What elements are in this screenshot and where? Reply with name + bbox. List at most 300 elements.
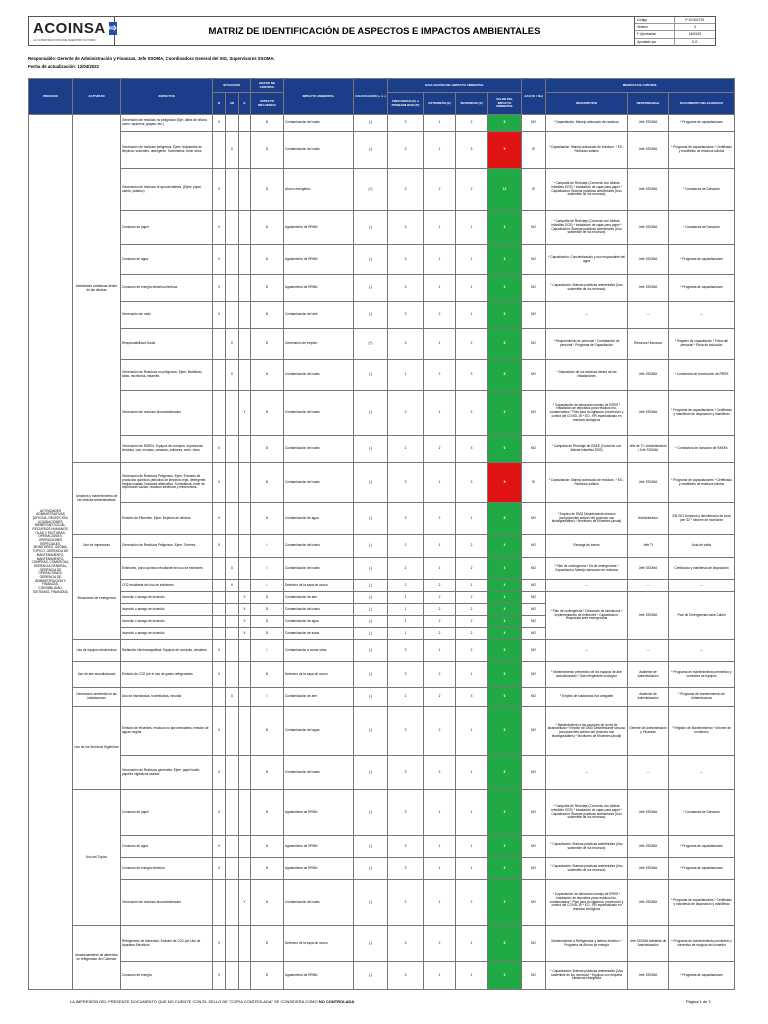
control-responsible-cell: Jefe SSOMA [628, 592, 669, 640]
control-responsible-cell: Gerente de Administración y Finanzas [628, 707, 669, 756]
aspect-cell: Incendio o amago de incendio [121, 592, 213, 604]
aspect-cell: Generación de Residuos no peligrosos. Ejem: Mobiliario, sillas, escritorios, estantes [121, 360, 213, 391]
frequency-cell: 3 [388, 756, 424, 790]
situation-e-cell [239, 275, 251, 302]
impact-cell: Contaminación del suelo [284, 436, 354, 463]
aspect-cell: Consumo de agua [121, 836, 213, 858]
control-document-cell: * Registro de Mantenimiento * Informe de monitoreo [669, 707, 735, 756]
aspect-cell: Emisión de efluentes, residuos no aprovechables, emisión de aguas negras [121, 707, 213, 756]
situation-n-cell [213, 329, 226, 360]
activity-cell: Uso del Tópico [73, 790, 121, 926]
situation-n-cell [213, 580, 226, 592]
table-row [29, 858, 735, 880]
impact-cell: Deterioro de la capa de ozono [284, 580, 354, 592]
control-responsible-cell: --- [628, 640, 669, 662]
extension-cell: 2 [424, 688, 456, 707]
rating-cell: (-) [354, 132, 388, 169]
impact-cell: Contaminación de aire [284, 688, 354, 707]
control-description-cell: * Requerimiento de personal * Contratación de personal * Programa de Capacitación [546, 329, 628, 360]
rating-cell: (-) [354, 604, 388, 616]
control-responsible-cell: Jefe SSOMA [628, 880, 669, 926]
situation-n-cell: X [213, 790, 226, 836]
company-logo [29, 17, 118, 45]
activity-cell: Uso de equipos electrónicos [73, 640, 121, 662]
control-cell: D [251, 132, 284, 169]
aas-cell: NO [522, 628, 546, 640]
frequency-cell: 3 [388, 707, 424, 756]
impact-cell: Contaminación del suelo [284, 132, 354, 169]
control-document-cell: --- [669, 640, 735, 662]
control-description-cell: * Empleo de sustancias eco amigable [546, 688, 628, 707]
table-row [29, 360, 735, 391]
control-cell: I [251, 640, 284, 662]
severity-cell: 3 [456, 436, 488, 463]
rating-cell: (-) [354, 391, 388, 436]
control-description-cell: * Capacitación: Buenas prácticas ambientales (Uso sostenible de los recursos) [546, 275, 628, 302]
situation-e-cell [239, 169, 251, 211]
rating-cell: (-) [354, 503, 388, 535]
activity-cell: Almacenamiento de alimentos en refrigerador del Comedor [73, 926, 121, 990]
control-cell: D [251, 836, 284, 858]
control-responsible-cell: Jefe SSOMA [628, 962, 669, 990]
activity-cell: Uso de los Servicios Higiénicos [73, 707, 121, 790]
aspect-cell: Emisión de Efluentes. Ejem: limpieza de oficinas [121, 503, 213, 535]
aas-cell: SI [522, 169, 546, 211]
severity-cell: 1 [456, 580, 488, 592]
table-row [29, 245, 735, 275]
situation-e-cell [239, 115, 251, 132]
aas-cell: NO [522, 360, 546, 391]
situation-e-cell [239, 790, 251, 836]
meta-row [635, 39, 715, 46]
situation-an-cell [226, 836, 239, 858]
rating-cell: (+) [354, 169, 388, 211]
frequency-cell: 3 [388, 503, 424, 535]
severity-cell: 2 [456, 880, 488, 926]
aspect-cell: Generación de residuos peligrosos. Ejem: recipientes de limpieza: solventes, detergente. Suministros, toner otros [121, 132, 213, 169]
aspect-cell: Generación de residuos re aprovechables. (Ejem: papel, cartón, plástico) [121, 169, 213, 211]
impact-cell: Contaminación del aire [284, 302, 354, 329]
control-cell: D [251, 302, 284, 329]
control-description-cell: * Disposición de los residuos dentro de las instalaciones [546, 360, 628, 391]
situation-an-cell [226, 962, 239, 990]
situation-an-cell [226, 628, 239, 640]
table-row [29, 132, 735, 169]
situation-n-cell: X [213, 535, 226, 558]
impact-value-cell: 4 [488, 880, 522, 926]
situation-n-cell: X [213, 211, 226, 245]
table-row [29, 275, 735, 302]
situation-n-cell [213, 628, 226, 640]
control-document-cell: EM-SIG Limpieza y desinfección de local (ver 32 * Informe de monitoreo [669, 503, 735, 535]
impact-cell: Agotamiento de RRNN [284, 836, 354, 858]
situation-n-cell: X [213, 436, 226, 463]
impact-value-cell: 6 [488, 926, 522, 962]
situation-n-cell [213, 391, 226, 436]
aspect-cell: Incendio o amago de incendio [121, 616, 213, 628]
rating-cell: (-) [354, 962, 388, 990]
control-cell: D [251, 858, 284, 880]
control-document-cell: * Constancia de Donación [669, 211, 735, 245]
aas-cell: NO [522, 756, 546, 790]
control-responsible-cell: --- [628, 302, 669, 329]
footer-bold: NO CONTROLADA [318, 999, 355, 1004]
arrow-icon: ⇨ [108, 23, 118, 34]
severity-cell: 1 [456, 858, 488, 880]
extension-cell: 2 [424, 604, 456, 616]
severity-cell: 2 [456, 604, 488, 616]
frequency-cell: 2 [388, 391, 424, 436]
meta-key: Código [635, 17, 675, 23]
situation-n-cell: X [213, 463, 226, 503]
situation-an-cell: X [226, 580, 239, 592]
severity-cell: 2 [456, 535, 488, 558]
control-cell: D [251, 391, 284, 436]
control-document-cell: --- [669, 580, 735, 592]
meta-row [635, 24, 715, 31]
control-cell: D [251, 503, 284, 535]
extension-cell: 2 [424, 926, 456, 962]
impact-cell: Contaminación del suelo [284, 880, 354, 926]
frequency-cell: 1 [388, 592, 424, 604]
col-evaluacion: EVALUACIÓN DEL IMPACTO AMBIENTAL [388, 79, 522, 93]
severity-cell: 1 [456, 302, 488, 329]
aas-cell: SI [522, 132, 546, 169]
rating-cell: (-) [354, 463, 388, 503]
aspect-cell: Consumo de energía eléctrica eléctrica [121, 275, 213, 302]
situation-an-cell: X [226, 132, 239, 169]
control-document-cell: Acta de visita [669, 535, 735, 558]
aas-cell: NO [522, 329, 546, 360]
frequency-cell: 3 [388, 836, 424, 858]
rating-cell: (-) [354, 535, 388, 558]
situation-an-cell [226, 169, 239, 211]
frequency-cell: 3 [388, 790, 424, 836]
severity-cell: 1 [456, 503, 488, 535]
situation-n-cell: X [213, 707, 226, 756]
control-document-cell: Certificado y manifiesto de disposición [669, 558, 735, 580]
extension-cell: 1 [424, 275, 456, 302]
severity-cell: 2 [456, 592, 488, 604]
impact-value-cell: 4 [488, 391, 522, 436]
impact-value-cell: 3 [488, 836, 522, 858]
impact-cell: Contaminación de agua [284, 503, 354, 535]
control-responsible-cell: --- [628, 756, 669, 790]
control-cell: I [251, 558, 284, 580]
control-document-cell: * Constancia de donación de RAEEs [669, 436, 735, 463]
impact-value-cell: 3 [488, 790, 522, 836]
aspect-cell: Refrigerador de Alimentos. Emisión de CO2 por Uso de Aparatos Eléctricos [121, 926, 213, 962]
severity-cell: 1 [456, 245, 488, 275]
rating-cell: (-) [354, 640, 388, 662]
control-responsible-cell: Jefe SSOMA [628, 132, 669, 169]
rating-cell: (-) [354, 790, 388, 836]
impact-cell: Contaminación del suelo [284, 463, 354, 503]
severity-cell: 2 [456, 115, 488, 132]
control-document-cell: * Programa de capacitaciones [669, 275, 735, 302]
control-description-cell: --- [546, 580, 628, 592]
aas-cell: NO [522, 688, 546, 707]
situation-an-cell [226, 756, 239, 790]
control-responsible-cell: Jefe SSOMA [628, 211, 669, 245]
control-document-cell: * Programa de capacitaciones [669, 962, 735, 990]
table-row [29, 790, 735, 836]
impact-value-cell: 3 [488, 275, 522, 302]
severity-cell: 1 [456, 662, 488, 688]
aas-cell: NO [522, 580, 546, 592]
aspect-cell: Generación de residuos biocontaminados [121, 391, 213, 436]
situation-an-cell [226, 707, 239, 756]
impact-value-cell: 6 [488, 688, 522, 707]
footer-disclaimer: LA IMPRESIÓN DEL PRESENTE DOCUMENTO QUE NO CUENTE CON EL SELLO DE "COPIA CONTROLADA" SE CONSIDERA COMO NO CONTROLADA [70, 999, 355, 1004]
rating-cell: (-) [354, 115, 388, 132]
frequency-cell: 3 [388, 275, 424, 302]
impact-value-cell: 4 [488, 592, 522, 604]
table-row [29, 926, 735, 962]
control-cell: D [251, 662, 284, 688]
situation-an-cell [226, 463, 239, 503]
impact-value-cell: 3 [488, 211, 522, 245]
situation-an-cell [226, 616, 239, 628]
control-cell: D [251, 628, 284, 640]
extension-cell: 2 [424, 707, 456, 756]
table-row [29, 962, 735, 990]
control-cell: D [251, 463, 284, 503]
extension-cell: 2 [424, 592, 456, 604]
rating-cell: (-) [354, 616, 388, 628]
col-medidas: MEDIDAS DE CONTROL [546, 79, 735, 93]
document-header [28, 16, 716, 46]
situation-n-cell: X [213, 962, 226, 990]
impact-value-cell: 3 [488, 962, 522, 990]
aas-cell: NO [522, 790, 546, 836]
frequency-cell: 3 [388, 211, 424, 245]
control-cell: D [251, 592, 284, 604]
situation-an-cell: X [226, 688, 239, 707]
situation-an-cell [226, 662, 239, 688]
extension-cell: 1 [424, 858, 456, 880]
situation-n-cell: X [213, 245, 226, 275]
impact-cell: Contaminación de agua [284, 616, 354, 628]
control-description-cell: * Campaña de Reciclaje (Convenio con Aldeas Infantiles SOS) * Instalación de cajas para papel * Capacitación: Buenas prácticas ambientales (Uso sostenible de los recursos) [546, 211, 628, 245]
impact-value-cell: 4 [488, 616, 522, 628]
table-row [29, 558, 735, 580]
impact-cell: Contaminación del suelo [284, 360, 354, 391]
control-cell: D [251, 616, 284, 628]
situation-an-cell [226, 245, 239, 275]
aas-cell: NO [522, 302, 546, 329]
impact-cell: Contaminación de suelo [284, 628, 354, 640]
control-responsible-cell: Jefe SSOMA [628, 169, 669, 211]
meta-row [635, 31, 715, 38]
severity-cell: 1 [456, 756, 488, 790]
impact-cell: Agotamiento de RRNN [284, 858, 354, 880]
col-aspecto-influencia: ASPECTO INFLUENCIA [251, 93, 284, 115]
table-row [29, 640, 735, 662]
situation-e-cell [239, 640, 251, 662]
meta-value: 3 [694, 25, 696, 30]
aas-cell: NO [522, 604, 546, 616]
rating-cell: (-) [354, 756, 388, 790]
control-document-cell: * Programa de mantenimiento de infraestructura [669, 688, 735, 707]
aas-cell: NO [522, 662, 546, 688]
control-description-cell: --- [546, 640, 628, 662]
situation-n-cell: X [213, 926, 226, 962]
extension-cell: 2 [424, 628, 456, 640]
frequency-cell: 1 [388, 688, 424, 707]
aas-cell: NO [522, 436, 546, 463]
control-description-cell: * Plan de contingencia * Kit de emergencias * Capacitación: Manejo adecuado de residuos [546, 558, 628, 580]
situation-an-cell [226, 858, 239, 880]
rating-cell: (-) [354, 880, 388, 926]
control-responsible-cell: Jefe SSOMA [628, 275, 669, 302]
document-meta-table [635, 17, 715, 45]
activity-cell: Limpieza y mantenimiento de las oficinas administrativas [73, 463, 121, 535]
frequency-cell: 3 [388, 132, 424, 169]
impact-cell: Contaminación del suelo [284, 391, 354, 436]
rating-cell: (-) [354, 926, 388, 962]
severity-cell: 3 [456, 132, 488, 169]
extension-cell: 1 [424, 132, 456, 169]
situation-n-cell: X [213, 503, 226, 535]
impact-cell: Contaminación del suelo [284, 604, 354, 616]
extension-cell: 2 [424, 580, 456, 592]
situation-n-cell: X [213, 756, 226, 790]
situation-n-cell [213, 688, 226, 707]
severity-cell: 2 [456, 616, 488, 628]
control-document-cell: * Constancia de recolección de RRSS [669, 360, 735, 391]
control-description-cell: * Capacitación: Buenas prácticas ambientales (Uso sostenible de los recursos) * Equipos con etiqueta eficiencia energética [546, 962, 628, 990]
extension-cell: 1 [424, 245, 456, 275]
control-cell: D [251, 790, 284, 836]
situation-an-cell: X [226, 329, 239, 360]
control-document-cell: Plan de Emergencias base Calibri [669, 592, 735, 640]
impact-value-cell: 3 [488, 858, 522, 880]
frequency-cell: 3 [388, 640, 424, 662]
impact-value-cell: 6 [488, 662, 522, 688]
col-n: N [213, 93, 226, 115]
control-cell: D [251, 360, 284, 391]
process-cell: ACTIVIDADES ADMINISTRATIVAS (OFICINA, RECEPCIÓN, LIQUIDACIONES, BIENESTAR SOCIAL, RECURSOS HUMANOS, OLAS Y FACTURAS, OPERACIONES, OPERACIONES ESPECIALES, MONITOREO, SSOMA, TOPICO, GERENCIA DE MANTENIMIENTO, MANTENIMIENTO, COMPRAS, COMERCIAL, GERENCIA GENERAL, GERENCIA DE OPERACIONES, GERENCIA DE ADMINISTRACIÓN Y FINANZAS, CONTABILIDAD, SISTEMAS, FINANZAS) [29, 115, 73, 990]
table-row [29, 503, 735, 535]
aspect-cell: Consumo de papel [121, 211, 213, 245]
situation-an-cell: X [226, 558, 239, 580]
aspect-cell: Incendio o amago de incendio [121, 604, 213, 616]
aas-cell: NO [522, 962, 546, 990]
rating-cell: (-) [354, 302, 388, 329]
situation-e-cell [239, 503, 251, 535]
situation-an-cell [226, 391, 239, 436]
situation-e-cell [239, 688, 251, 707]
impact-cell: Agotamiento de RRNN [284, 211, 354, 245]
control-cell: D [251, 962, 284, 990]
aas-cell: NO [522, 836, 546, 858]
control-description-cell: --- [546, 302, 628, 329]
aas-cell: NO [522, 616, 546, 628]
severity-cell: 1 [456, 275, 488, 302]
table-row [29, 880, 735, 926]
meta-key: Aprobado por [635, 39, 675, 46]
situation-e-cell [239, 535, 251, 558]
situation-e-cell [239, 132, 251, 169]
situation-e-cell [239, 463, 251, 503]
aas-cell: NO [522, 640, 546, 662]
situation-e-cell: X [239, 604, 251, 616]
control-responsible-cell: Administrador [628, 503, 669, 535]
impact-cell: Contaminación a zonas otras [284, 640, 354, 662]
impact-cell: Contaminación del suelo [284, 558, 354, 580]
table-row [29, 707, 735, 756]
situation-e-cell [239, 436, 251, 463]
situation-n-cell: X [213, 302, 226, 329]
control-description-cell: * Empleo de DMG Desinfectante sinuoso (componentes activos del producto son biodegradables) * Monitoreo de Efluentes (anual) [546, 503, 628, 535]
impact-value-cell: 9 [488, 463, 522, 503]
situation-n-cell: X [213, 169, 226, 211]
extension-cell: 2 [424, 756, 456, 790]
table-row [29, 592, 735, 604]
meta-value: P-SI-003-F01 [685, 18, 705, 22]
frequency-cell: 3 [388, 463, 424, 503]
col-calificacion: CALIFICACIÓN (+ ó -) [354, 79, 388, 115]
situation-an-cell [226, 211, 239, 245]
control-responsible-cell: Jefe SSOMA [628, 115, 669, 132]
severity-cell: 3 [456, 360, 488, 391]
extension-cell: 1 [424, 329, 456, 360]
impact-cell: Deterioro de la capa de ozono [284, 662, 354, 688]
control-document-cell: * Programa de capacitaciones [669, 836, 735, 858]
control-cell: D [251, 329, 284, 360]
control-description-cell: * Capacitación: Buenas prácticas ambientales (Uso sostenible de los recursos) [546, 858, 628, 880]
impact-cell: Agotamiento de RRNN [284, 962, 354, 990]
control-cell: D [251, 245, 284, 275]
table-row [29, 436, 735, 463]
situation-e-cell [239, 580, 251, 592]
col-impacto: IMPACTO AMBIENTAL [284, 79, 354, 115]
aspect-cell: Consumo de energía eléctrica [121, 858, 213, 880]
control-document-cell: * Programa de capacitaciones [669, 245, 735, 275]
col-documento: DOCUMENTO RELACIONADO [669, 93, 735, 115]
logo-tagline: LA CONSTRUCCIÓN DE NUESTRO FUTURO [33, 38, 96, 42]
control-document-cell: * Programa de capacitaciones [669, 858, 735, 880]
col-grado-control: GRADO DE CONTROL [251, 79, 284, 93]
responsible-line: Responsable: Gerente de Administración y Finanzas, Jefe SSOMA, Coordinadora General del SIG, Supervisores SSOMA. [28, 56, 275, 61]
situation-an-cell [226, 115, 239, 132]
situation-e-cell [239, 858, 251, 880]
aspect-cell: Incendio o amago de incendio [121, 628, 213, 640]
control-cell: I [251, 535, 284, 558]
extension-cell: 1 [424, 211, 456, 245]
situation-n-cell [213, 604, 226, 616]
activity-cell: Generación ambiental en las instalaciones [73, 688, 121, 707]
control-description-cell: * Campaña de Reciclaje (Convenio con Aldeas Infantiles SOS) * Instalación de cajas para papel * Capacitación: Buenas prácticas ambientales (Uso sostenible de los recursos) [546, 169, 628, 211]
control-cell: I [251, 688, 284, 707]
col-responsable: RESPONSABLE [628, 93, 669, 115]
situation-n-cell [213, 558, 226, 580]
aspect-cell: Generación de Residuos generales. Ejem: papel toalla, papeles higiénicos usados [121, 756, 213, 790]
impact-value-cell: 4 [488, 580, 522, 592]
control-document-cell: * Programa de capacitaciones [669, 115, 735, 132]
meta-value: G.G. [691, 39, 699, 44]
extension-cell: 2 [424, 302, 456, 329]
impact-cell: Contaminación del suelo [284, 535, 354, 558]
impact-value-cell: 6 [488, 503, 522, 535]
extension-cell: 2 [424, 616, 456, 628]
impact-cell: Agotamiento de RRNN [284, 790, 354, 836]
situation-an-cell [226, 790, 239, 836]
meta-key: Versión [635, 24, 675, 30]
extension-cell: 1 [424, 836, 456, 858]
table-row [29, 756, 735, 790]
